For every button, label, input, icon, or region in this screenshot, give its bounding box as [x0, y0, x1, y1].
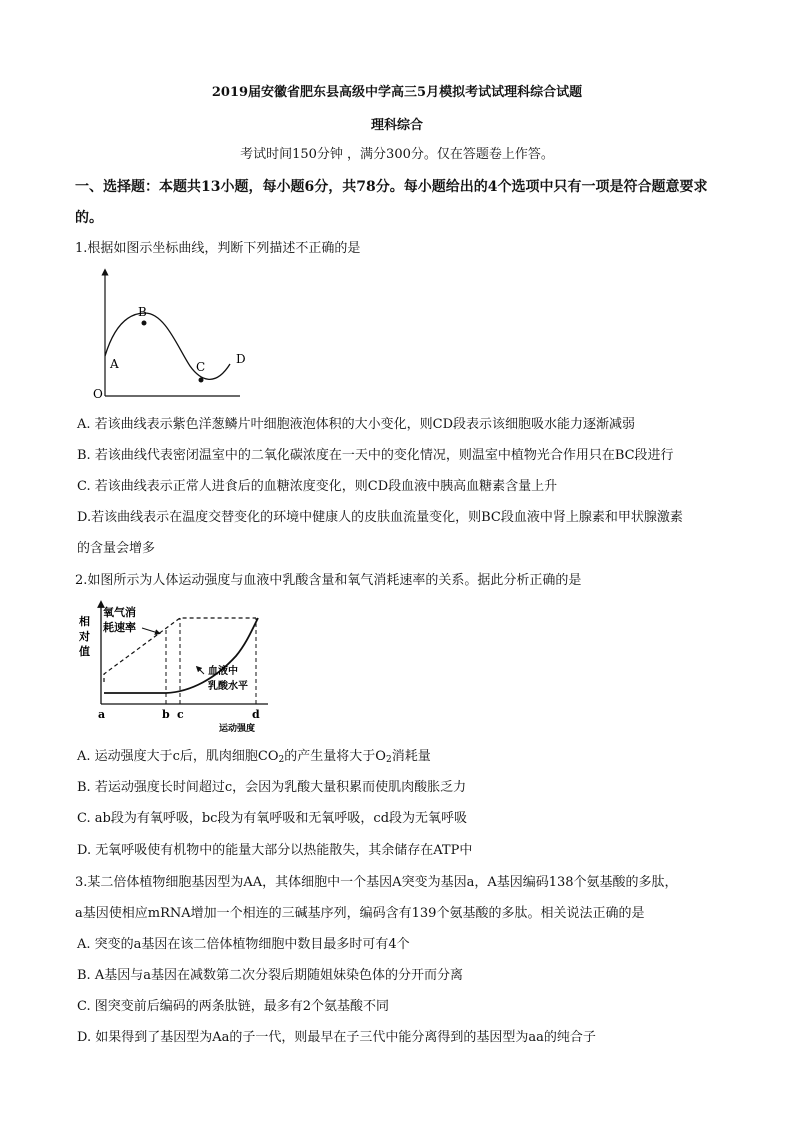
question-3-stem-cont: a基因使相应mRNA增加一个相连的三碱基序列，编码含有139个氨基酸的多肽。相关说法正确的是 — [75, 906, 645, 921]
q2-y-label-1: 相 — [79, 615, 90, 628]
q2-oxygen-pointer — [142, 628, 158, 633]
q2-tick-a: a — [98, 708, 106, 721]
q2-lactate-label-2: 乳酸水平 — [208, 681, 248, 692]
q1-point-b — [142, 321, 147, 326]
q2-option-a-text-1: A. 运动强度大于c后，肌肉细胞CO — [77, 749, 279, 764]
q2-x-label: 运动强度 — [219, 724, 256, 734]
q2-option-c: C. ab段为有氧呼吸，bc段为有氧呼吸和无氧呼吸，cd段为无氧呼吸 — [77, 811, 468, 826]
q2-tick-c: c — [177, 708, 184, 721]
q2-tick-d: d — [252, 708, 260, 721]
question-2-stem: 2.如图所示为人体运动强度与血液中乳酸含量和氧气消耗速率的关系。据此分析正确的是 — [75, 573, 582, 588]
q1-option-b: B. 若该曲线代表密闭温室中的二氧化碳浓度在一天中的变化情况，则温室中植物光合作用只在BC段进行 — [77, 448, 674, 463]
q1-option-c: C. 若该曲线表示正常人进食后的血糖浓度变化，则CD段血液中胰高血糖素含量上升 — [77, 479, 558, 494]
q3-option-c: C. 图突变前后编码的两条肽链，最多有2个氨基酸不同 — [77, 999, 390, 1014]
q2-option-a — [77, 748, 431, 769]
question-2-figure — [76, 600, 276, 735]
question-1-figure — [90, 268, 260, 408]
q2-y-label-2: 对 — [79, 630, 90, 643]
q2-oxygen-label-1: 氧气消 — [103, 606, 136, 619]
q2-option-a-text-2: 的产生量将大于O — [284, 749, 386, 764]
q2-option-a-sub-2: 2 — [385, 755, 392, 765]
q2-option-b: B. 若运动强度长时间超过c，会因为乳酸大量积累而使肌肉酸胀乏力 — [77, 780, 467, 795]
q2-option-a-sub-1: 2 — [278, 755, 285, 765]
q1-label-a: A — [110, 357, 119, 371]
q2-tick-b: b — [162, 708, 170, 721]
section-heading-cont: 的。 — [75, 210, 103, 226]
q1-label-c: C — [196, 360, 206, 374]
q2-lactate-label-1: 血液中 — [208, 666, 238, 677]
q1-label-b: B — [138, 305, 147, 319]
exam-title: 2019届安徽省肥东县高级中学高三5月模拟考试试理科综合试题 — [211, 85, 583, 100]
q3-option-d: D. 如果得到了基因型为Aa的子一代，则最早在子三代中能分离得到的基因型为aa的纯合子 — [77, 1030, 596, 1045]
q3-option-a: A. 突变的a基因在该二倍体植物细胞中数目最多时可有4个 — [77, 937, 410, 952]
q2-oxygen-label-2: 耗速率 — [103, 621, 136, 634]
q3-option-b: B. A基因与a基因在减数第二次分裂后期随姐妹染色体的分开而分离 — [77, 968, 463, 983]
q1-option-d: D.若该曲线表示在温度交替变化的环境中健康人的皮肤血流量变化，则BC段血液中肾上腺素和甲状腺激素 — [77, 510, 683, 525]
q1-label-d: D — [236, 352, 246, 366]
q2-option-a-text-3: 消耗量 — [391, 749, 431, 764]
q1-label-origin: O — [93, 387, 103, 401]
exam-subtitle: 理科综合 — [370, 118, 423, 133]
q1-option-d-cont: 的含量会增多 — [77, 541, 156, 556]
q1-option-a: A. 若该曲线表示紫色洋葱鳞片叶细胞液泡体积的大小变化，则CD段表示该细胞吸水能力逐渐减弱 — [77, 417, 636, 432]
question-1-stem: 1.根据如图示坐标曲线，判断下列描述不正确的是 — [75, 241, 361, 256]
q2-y-label-3: 值 — [79, 645, 90, 658]
question-3-stem: 3.某二倍体植物细胞基因型为AA，其体细胞中一个基因A突变为基因a，A基因编码138个氨基酸的多肽， — [75, 875, 678, 890]
q1-curve — [105, 313, 230, 379]
q2-option-d: D. 无氧呼吸使有机物中的能量大部分以热能散失，其余储存在ATP中 — [77, 843, 473, 858]
q2-lactate-pointer — [198, 668, 204, 674]
section-heading: 一、选择题：本题共13小题，每小题6分，共78分。每小题给出的4个选项中只有一项是符合题意要求 — [75, 179, 708, 195]
exam-instructions: 考试时间150分钟 ，满分300分。仅在答题卷上作答。 — [240, 147, 554, 162]
q1-point-c — [199, 378, 204, 383]
